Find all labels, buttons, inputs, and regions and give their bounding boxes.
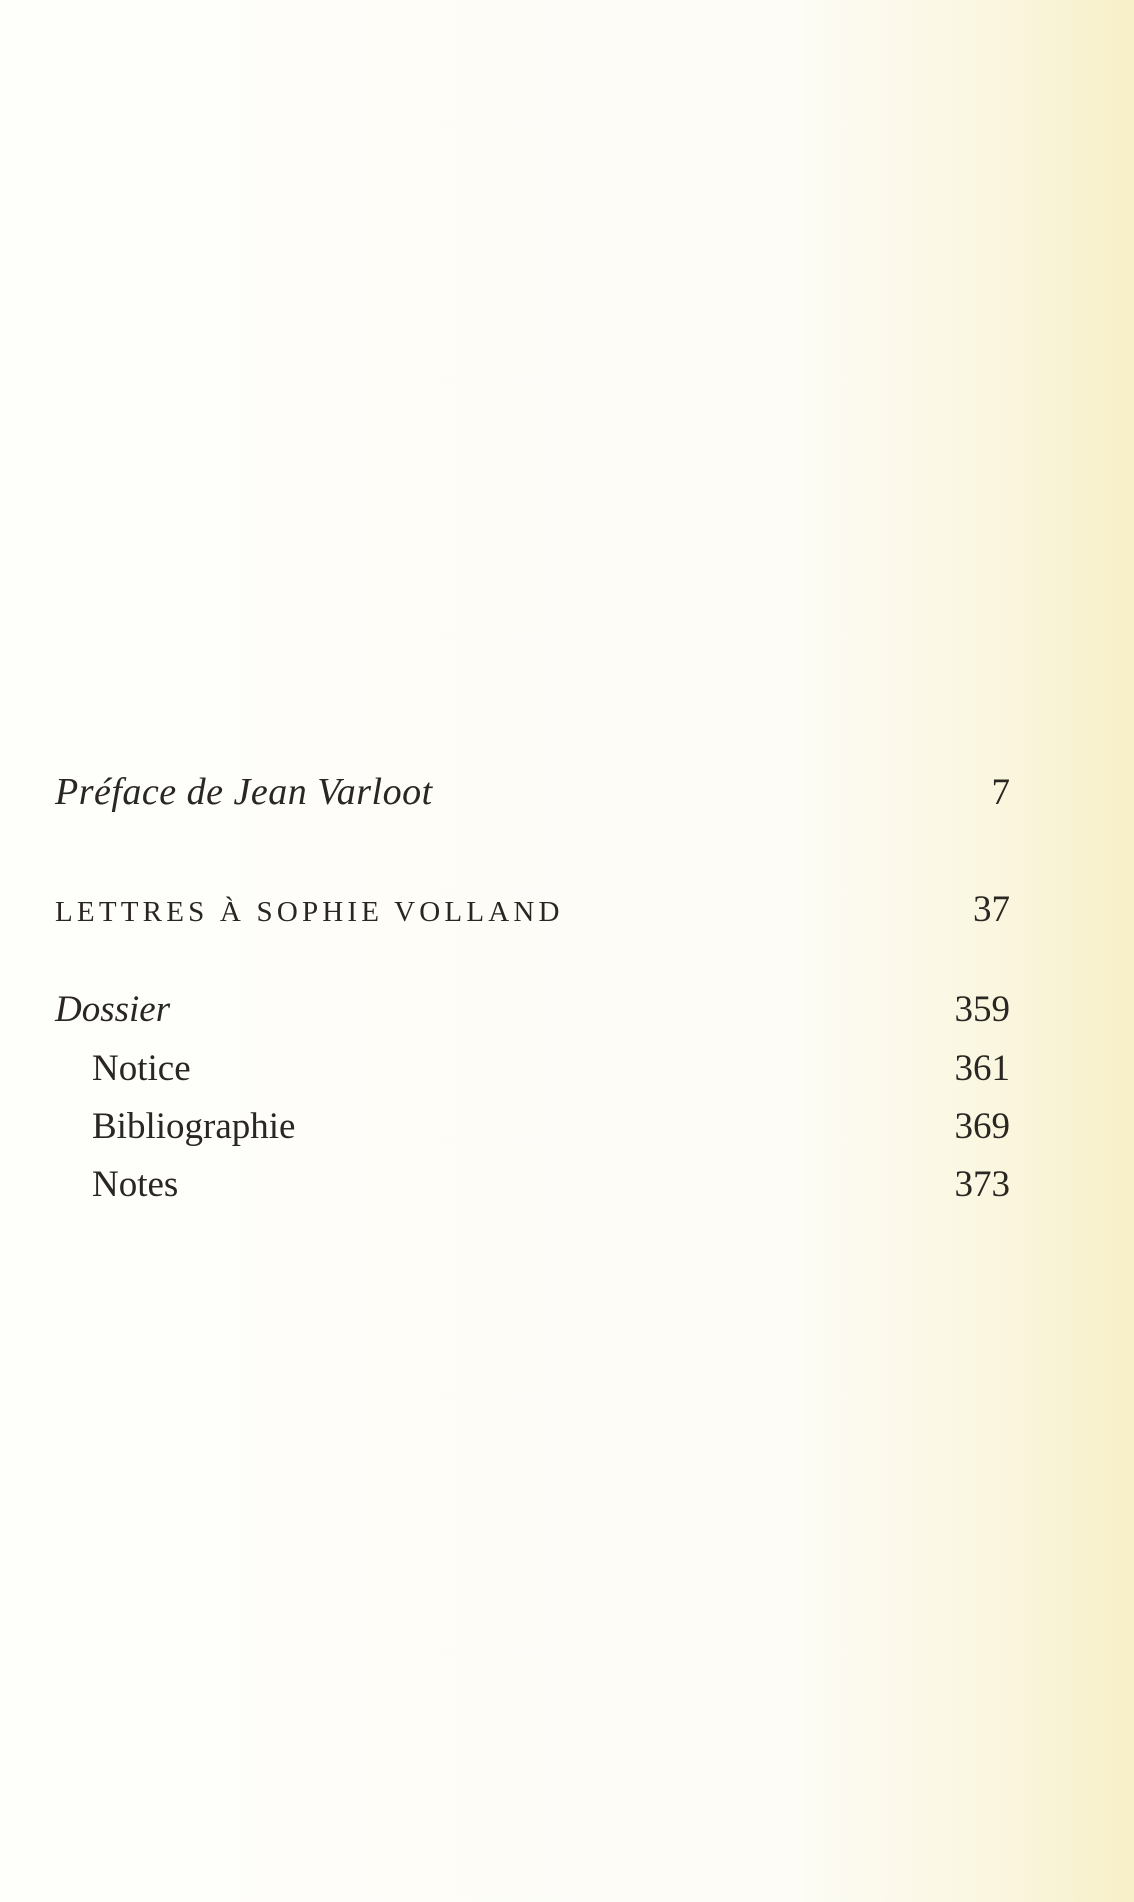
toc-entry-label: Préface de Jean Varloot <box>55 771 433 813</box>
toc-entry-label: Dossier <box>55 989 171 1030</box>
toc-entry-page-number: 37 <box>973 889 1010 930</box>
toc-entry-page-number: 359 <box>954 989 1010 1030</box>
toc-subentry-notice <box>55 1047 1010 1090</box>
toc-entry-label: LETTRES À SOPHIE VOLLAND <box>55 896 564 928</box>
toc-entry-label: Bibliographie <box>92 1106 296 1147</box>
toc-entry-label: Notice <box>92 1048 191 1089</box>
toc-entry-page-number: 361 <box>954 1048 1010 1089</box>
toc-entry-preface <box>55 770 1010 814</box>
toc-subentry-notes <box>55 1163 1010 1206</box>
toc-entry-label: Notes <box>92 1164 179 1205</box>
toc-entry-page-number: 369 <box>954 1106 1010 1147</box>
toc-entry-lettres <box>55 888 1010 931</box>
toc-subentry-bibliographie <box>55 1105 1010 1148</box>
toc-entry-page-number: 7 <box>991 772 1010 813</box>
toc-entry-page-number: 373 <box>954 1164 1010 1205</box>
toc-entry-dossier <box>55 988 1010 1031</box>
